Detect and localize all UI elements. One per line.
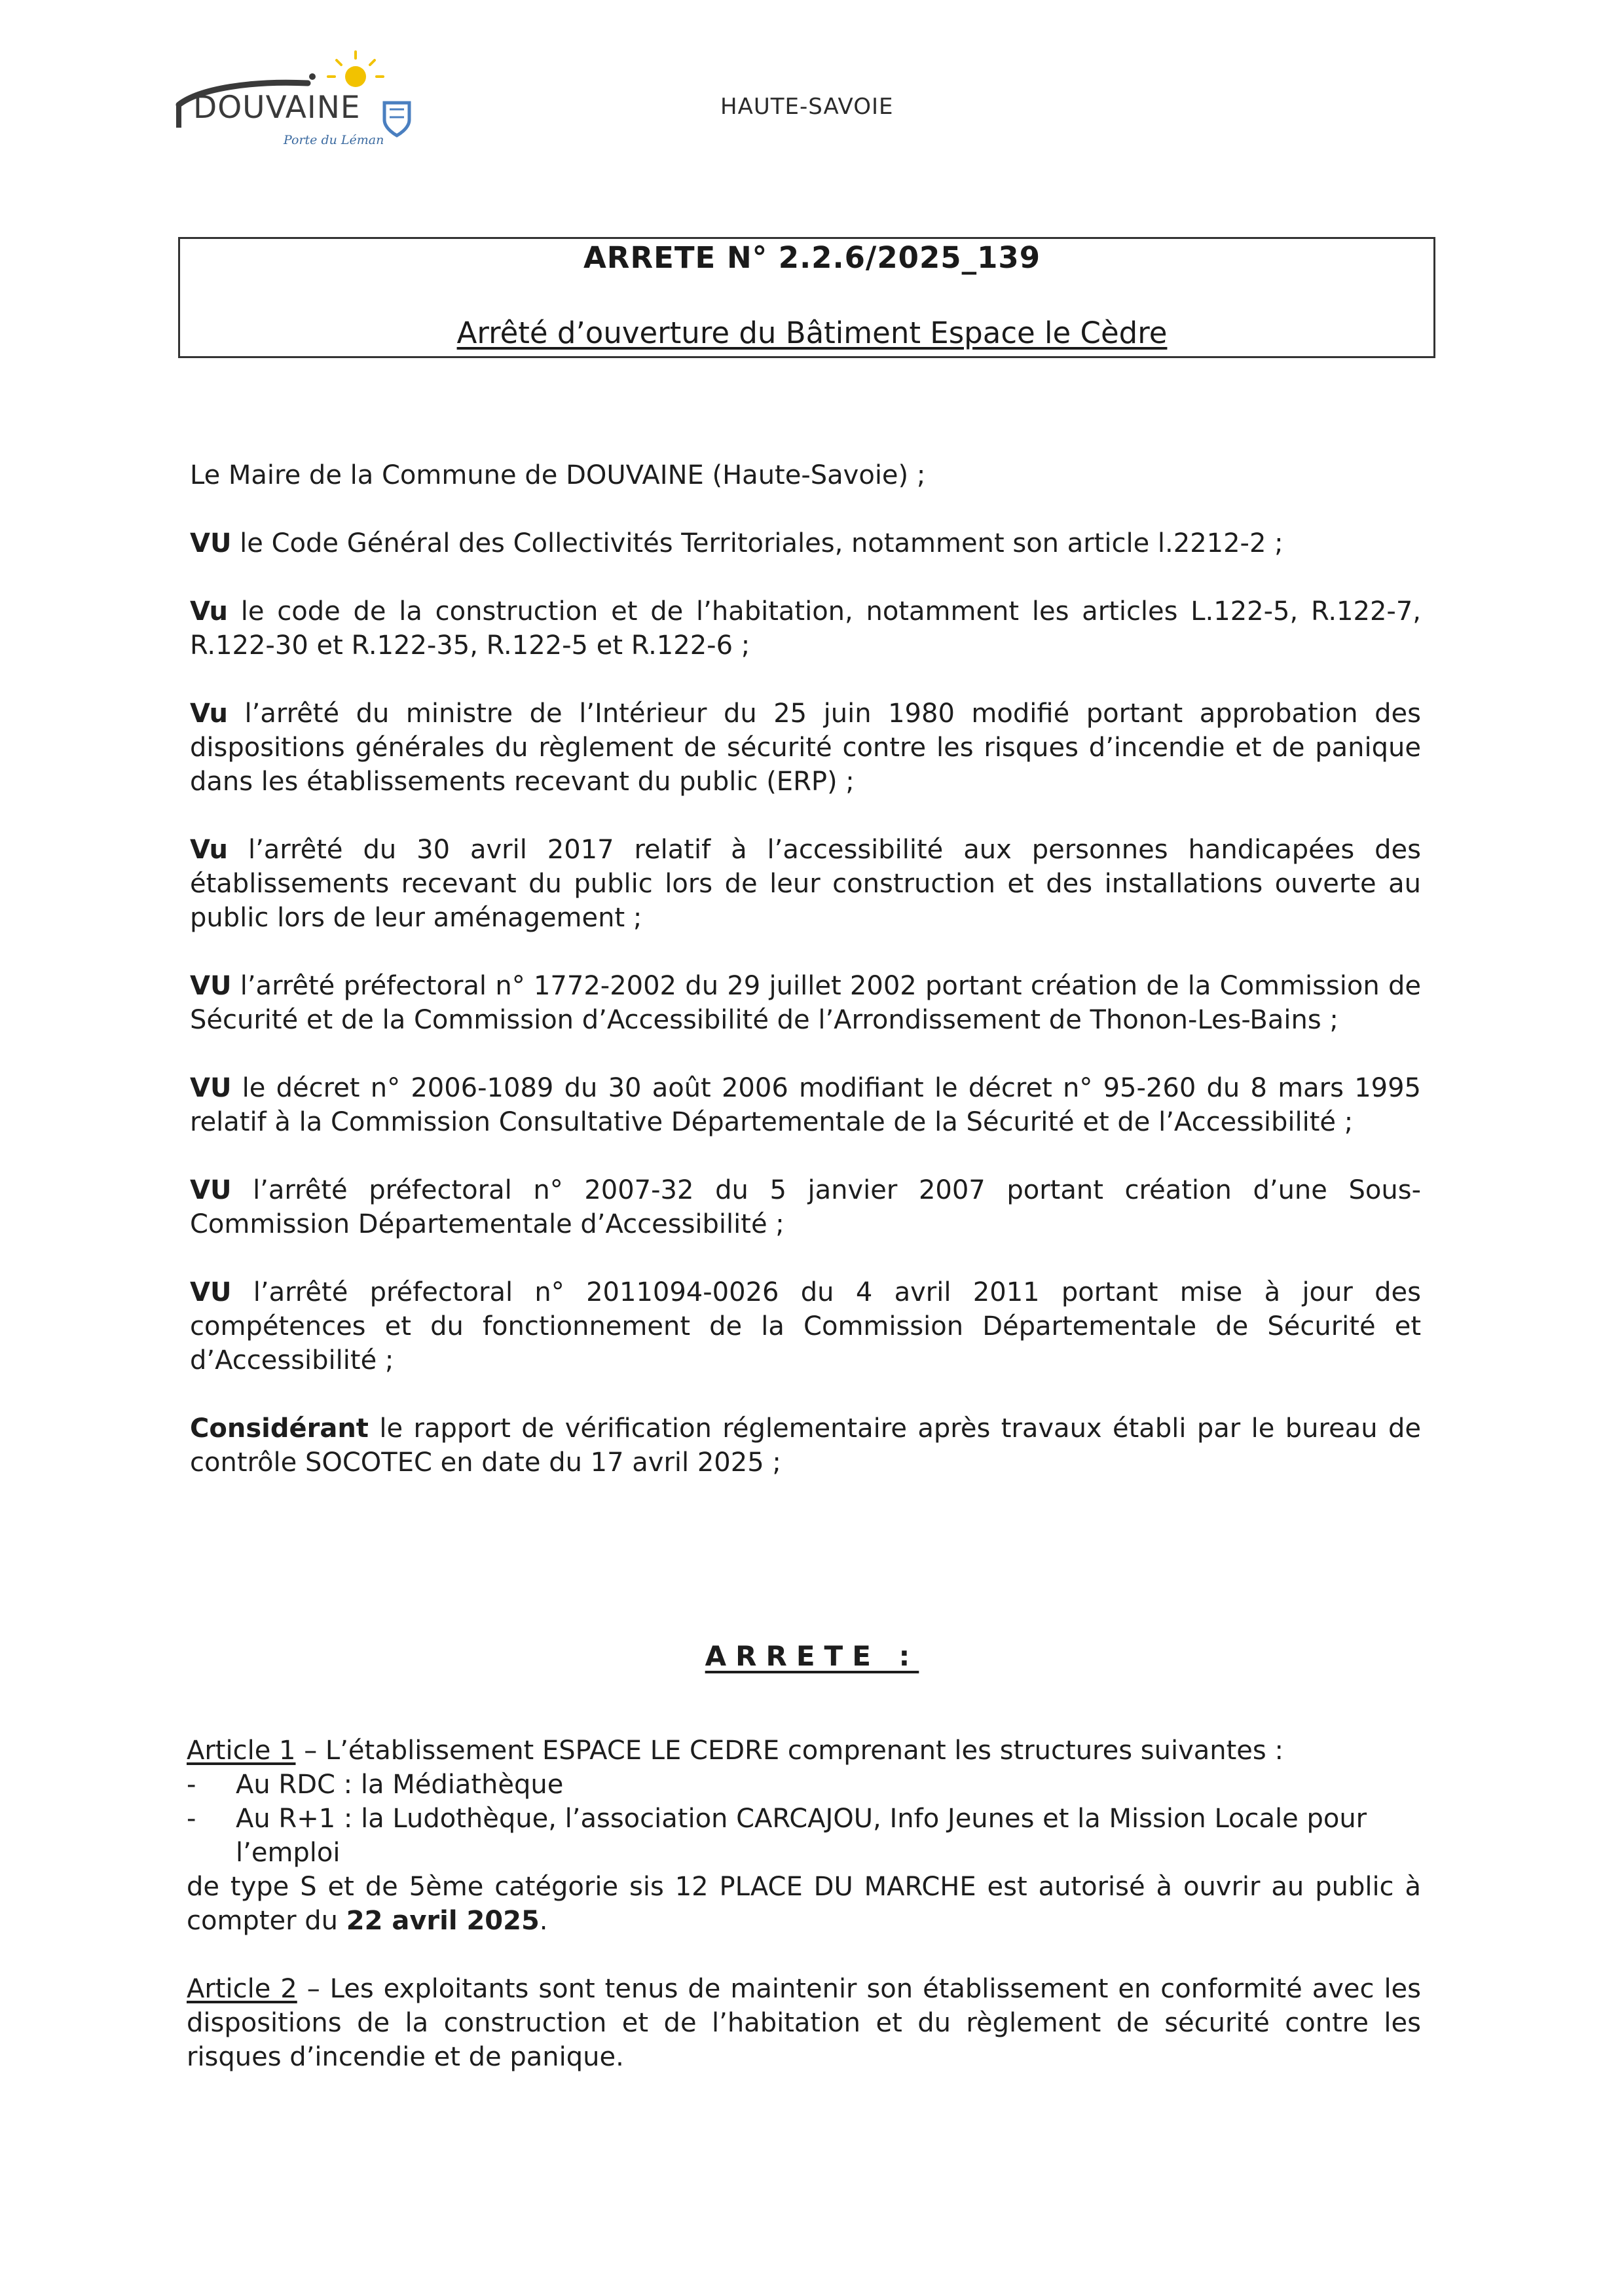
logo-tagline: Porte du Léman [284, 133, 384, 147]
preamble-mayor: Le Maire de la Commune de DOUVAINE (Haute-Savoie) ; [190, 460, 926, 490]
douvaine-logo [174, 49, 429, 154]
list-item: - Au R+1 : la Ludothèque, l’association CARCAJOU, Info Jeunes et la Mission Locale pour l’emploi [187, 1804, 1367, 1868]
logo-wordmark: DOUVAINE [193, 90, 361, 126]
article-2: Article 2 – Les exploitants sont tenus de maintenir son établissement en conformité avec les dispositions de la construction et de l’habitation et du règlement de sécurité contre les risques d’incendie et de panique. [187, 1974, 1422, 2072]
preamble-cch: Vu le code de la construction et de l’habitation, notamment les articles L.122-5, R.122-7, R.122-30 et R.122-35, R.122-5 et R.122-6 ; [190, 596, 1421, 661]
preamble-arrete-2002: VU l’arrêté préfectoral n° 1772-2002 du 29 juillet 2002 portant création de la Commission de Sécurité et de la Commission d’Accessibilité de l’Arrondissement de Thonon-Les-Bains ; [190, 971, 1421, 1035]
department-label: HAUTE-SAVOIE [720, 94, 894, 120]
preamble [190, 458, 1421, 1514]
preamble-decret-2006: VU le décret n° 2006-1089 du 30 août 2006 modifiant le décret n° 95-260 du 8 mars 1995 relatif à la Commission Consultative Départementale de la Sécurité et de l’Accessibilité ; [190, 1073, 1421, 1137]
structure-list [187, 1768, 1421, 1870]
list-item: - Au RDC : la Médiathèque [187, 1770, 564, 1800]
preamble-arrete-2017: Vu l’arrêté du 30 avril 2017 relatif à l’accessibilité aux personnes handicapées des établissements recevant du public lors de leur construction et des installations ouverte au public lors de leur aménagement ; [190, 835, 1421, 933]
article-2-label: Article 2 [187, 1974, 297, 2004]
article-1-intro: Article 1 – L’établissement ESPACE LE CEDRE comprenant les structures suivantes : [187, 1736, 1283, 1766]
preamble-considerant: Considérant le rapport de vérification réglementaire après travaux établi par le bureau de contrôle SOCOTEC en date du 17 avril 2025 ; [190, 1413, 1421, 1478]
decree-number: ARRETE N° 2.2.6/2025_139 [583, 240, 1041, 275]
preamble-cgct: VU le Code Général des Collectivités Territoriales, notamment son article l.2212-2 ; [190, 528, 1283, 558]
preamble-arrete-2011: VU l’arrêté préfectoral n° 2011094-0026 du 4 avril 2011 portant mise à jour des compétences et du fonctionnement de la Commission Départementale de Sécurité et d’Accessibilité ; [190, 1277, 1421, 1376]
article-1-conclusion: de type S et de 5ème catégorie sis 12 PLACE DU MARCHE est autorisé à ouvrir au public à compter du 22 avril 2025. [187, 1872, 1421, 1936]
decree-title: Arrêté d’ouverture du Bâtiment Espace le Cèdre [456, 316, 1168, 350]
article-1-label: Article 1 [187, 1736, 296, 1766]
articles [187, 1734, 1421, 2074]
opening-date: 22 avril 2025 [346, 1906, 540, 1936]
preamble-arrete-1980: Vu l’arrêté du ministre de l’Intérieur du 25 juin 1980 modifié portant approbation des dispositions générales du règlement de sécurité contre les risques d’incendie et de panique dans les établissements recevant du public (ERP) ; [190, 699, 1421, 797]
decision-heading: ARRETE : [705, 1640, 919, 1672]
preamble-arrete-2007: VU l’arrêté préfectoral n° 2007-32 du 5 janvier 2007 portant création d’une Sous-Commission Départementale d’Accessibilité ; [190, 1175, 1421, 1239]
